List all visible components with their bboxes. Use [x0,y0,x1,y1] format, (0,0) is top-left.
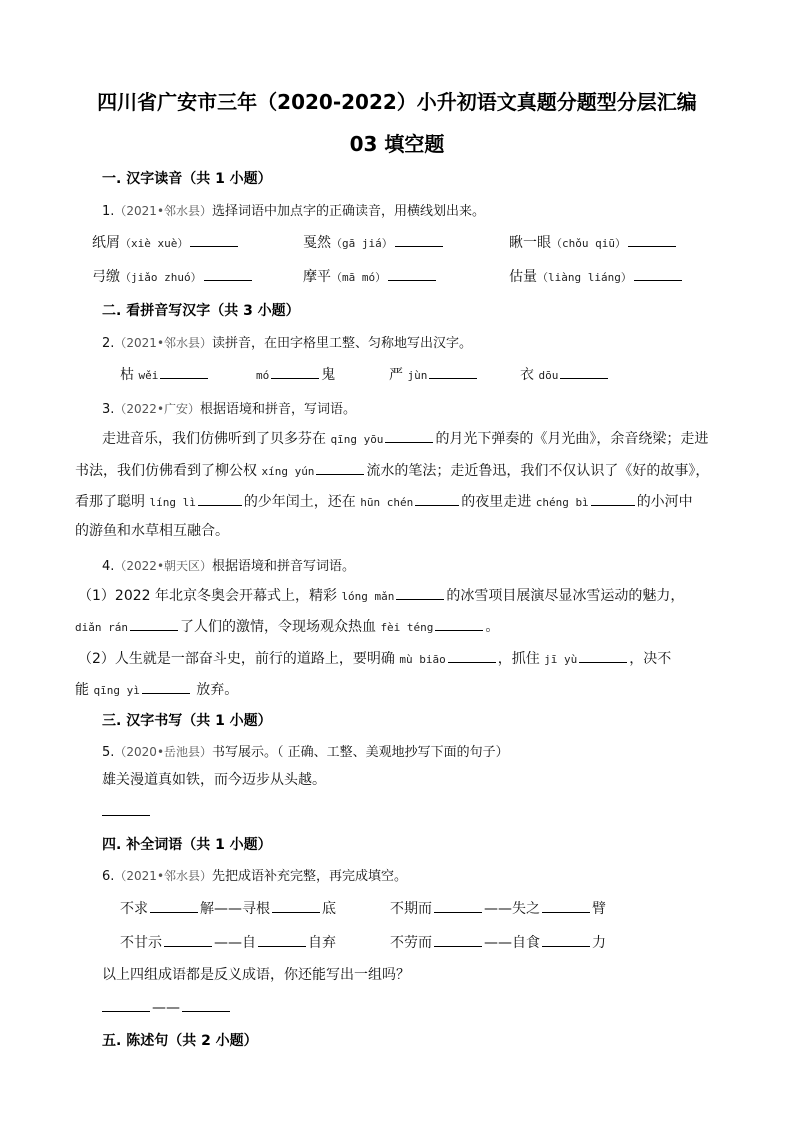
section-heading-1: 一. 汉字读音（共 1 小题） [102,171,272,187]
answer-blank[interactable] [634,266,682,281]
pinyin-item: mó 鬼 [256,364,335,384]
paragraph-line: 走进音乐，我们仿佛听到了贝多芬在 qīng yōu 的月光下弹奏的《月光曲》，余音绕梁；走进 [102,428,708,450]
paragraph-line: 能 qīng yì 放弃。 [75,679,238,701]
answer-blank[interactable] [415,491,459,506]
question-source: （2021•邻水县） [114,204,213,218]
answer-blank[interactable] [542,932,590,947]
answer-blank[interactable] [579,648,627,663]
copy-sentence: 雄关漫道真如铁，而今迈步从头越。 [102,772,326,788]
reading-item: 弓缴（jiǎo zhuó） [92,266,254,286]
follow-up-question: 以上四组成语都是反义成语，你还能写出一组吗？ [102,967,410,983]
answer-blank[interactable] [160,364,208,379]
answer-blank[interactable] [448,648,496,663]
reading-item: 瞅一眼（chǒu qiū） [509,232,678,252]
idiom-answer-row: —— [102,997,232,1016]
answer-blank[interactable] [198,491,242,506]
answer-blank[interactable] [628,232,676,247]
answer-blank[interactable] [271,364,319,379]
paragraph-line: 看那了聪明 líng lì 的少年闰土，还在 hūn chén 的夜里走进 chéng bì 的小河中 [75,491,693,513]
page-title: 四川省广安市三年（2020-2022）小升初语文真题分题型分层汇编 [97,90,697,114]
pinyin-item: 衣 dōu [520,364,610,384]
paragraph-line: 的游鱼和水草相互融合。 [75,523,229,539]
answer-blank[interactable] [542,898,590,913]
reading-item: 戛然（gā jiá） [303,232,445,252]
answer-blank[interactable] [591,491,635,506]
answer-blank[interactable] [434,932,482,947]
paragraph-line: diǎn rán 了人们的激情，令现场观众热血 fèi téng 。 [75,616,499,638]
answer-blank[interactable] [130,616,178,631]
answer-blank[interactable] [204,266,252,281]
answer-blank[interactable] [385,428,433,443]
section-heading-4: 四. 补全词语（共 1 小题） [102,837,272,853]
paragraph-line: 书法，我们仿佛看到了柳公权 xíng yún 流水的笔法；走近鲁迅，我们不仅认识了《好的故事》， [75,460,709,482]
idiom-row: 不劳而 ——自食 力 [390,932,606,952]
answer-blank[interactable] [560,364,608,379]
answer-blank[interactable] [429,364,477,379]
answer-line[interactable] [102,815,150,816]
pinyin-item: 枯 wěi [120,364,210,384]
reading-item: 摩平（mā mó） [303,266,438,286]
idiom-row: 不期而 ——失之 臂 [390,898,606,918]
question-1 [102,200,485,219]
answer-blank[interactable] [395,232,443,247]
answer-blank[interactable] [190,232,238,247]
question-5: 5.（2020•岳池县）书写展示。（ 正确、工整、美观地抄写下面的句子） [102,745,509,760]
question-text: 选择词语中加点字的正确读音，用横线划出来。 [212,204,486,219]
pinyin-item: 严 jùn [389,364,479,384]
answer-blank[interactable] [316,460,364,475]
idiom-row: 不甘示 ——自 自弃 [120,932,336,952]
answer-blank[interactable] [434,898,482,913]
answer-blank[interactable] [435,616,483,631]
answer-blank[interactable] [388,266,436,281]
question-4: 4.（2022•朝天区）根据语境和拼音写词语。 [102,559,356,574]
section-heading-2: 二. 看拼音写汉字（共 3 小题） [102,303,300,319]
question-6: 6.（2021•邻水县）先把成语补充完整，再完成填空。 [102,869,408,884]
paragraph-line: （2）人生就是一部奋斗史，前行的道路上，要明确 mù biāo ，抓住 jī yù ，决不 [78,648,671,670]
page-subtitle: 03 填空题 [349,132,445,156]
question-number: 1. [102,204,115,219]
answer-blank[interactable] [164,932,212,947]
answer-blank[interactable] [258,932,306,947]
section-heading-3: 三. 汉字书写（共 1 小题） [102,713,272,729]
reading-item: 纸屑（xiè xuè） [92,232,240,252]
answer-blank[interactable] [150,898,198,913]
idiom-row: 不求 解——寻根 底 [120,898,336,918]
section-heading-5: 五. 陈述句（共 2 小题） [102,1033,258,1049]
answer-blank[interactable] [396,585,444,600]
question-3: 3.（2022•广安）根据语境和拼音，写词语。 [102,402,357,417]
reading-item: 估量（liàng liáng） [509,266,684,286]
answer-blank[interactable] [142,679,190,694]
question-2: 2.（2021•邻水县）读拼音，在田字格里工整、匀称地写出汉字。 [102,336,473,351]
paragraph-line: （1）2022 年北京冬奥会开幕式上，精彩 lóng mǎn 的冰雪项目展演尽显冰雪运动的魅力， [78,585,684,607]
answer-blank[interactable] [102,997,150,1012]
answer-blank[interactable] [182,997,230,1012]
answer-blank[interactable] [272,898,320,913]
